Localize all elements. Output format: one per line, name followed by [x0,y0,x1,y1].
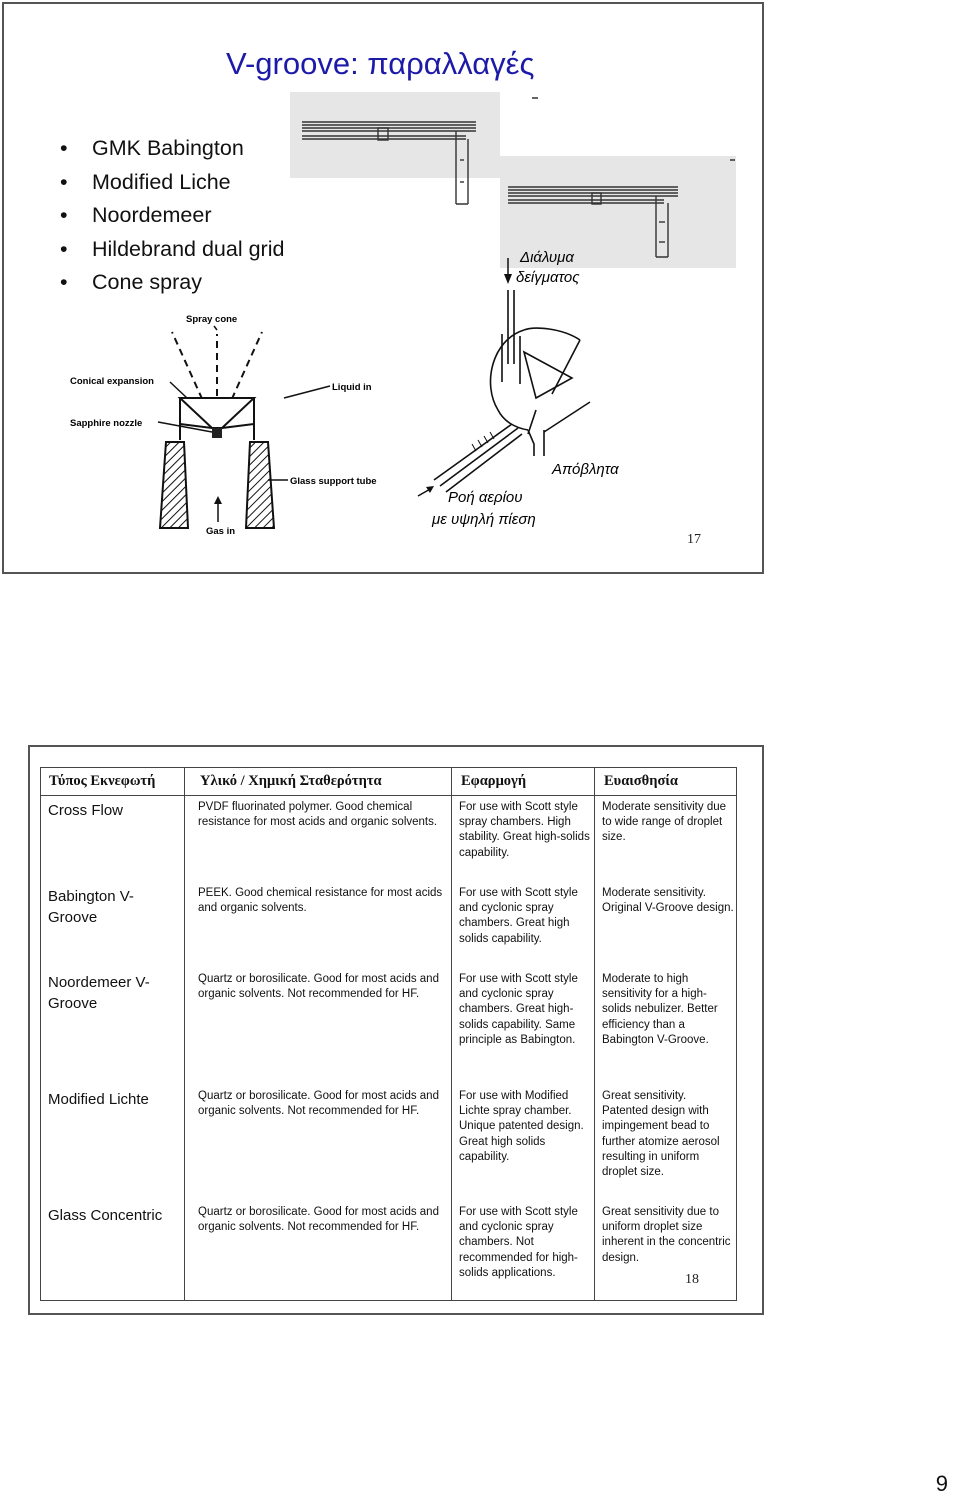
cell-type: Noordemeer V-Groove [48,974,150,1012]
cell-sensitivity: Great sensitivity. Patented design with impingement bead to further atomize aerosol resulting in uniform droplet size. [602,1090,720,1179]
label-conical-expansion: Conical expansion [70,376,154,387]
label-waste: Απόβλητα [552,461,619,478]
slide-number: 18 [685,1272,699,1287]
cell-application: For use with Modified Lichte spray chamber. Unique patented design. Great high solids capability. [459,1090,584,1163]
page-number: 9 [935,1471,948,1496]
cell-sensitivity: Moderate sensitivity. Original V-Groove design. [602,887,734,915]
header-material: Υλικό / Χημική Σταθερότητα [200,773,382,789]
bullet-item: • Modified Liche [60,166,284,200]
cell-type: Modified Lichte [48,1091,149,1108]
cell-application: For use with Scott style and cyclonic spray chambers. Not recommended for high-solids applications. [459,1206,578,1279]
cell-application: For use with Scott style and cyclonic spray chambers. Great high-solids capability. Same principle as Babington. [459,973,578,1046]
nebulizer-comparison-table [40,767,737,1301]
label-sample-line1: Διάλυμα [520,249,574,266]
cell-type: Cross Flow [48,802,124,819]
cell-material: Quartz or borosilicate. Good for most acids and organic solvents. Not recommended for HF. [198,1090,439,1118]
cone-spray-diagram [62,304,397,536]
label-sapphire-nozzle: Sapphire nozzle [70,418,143,429]
slide-number: 17 [687,532,701,547]
cell-application: For use with Scott style and cyclonic spray chambers. Great high solids capability. [459,887,578,945]
header-application: Εφαρμογή [461,773,527,789]
cell-sensitivity: Great sensitivity due to uniform droplet size inherent in the concentric design. [602,1206,731,1264]
slide-17 [2,2,764,574]
cell-type: Glass Concentric [48,1207,163,1224]
label-sample-line2: δείγματος [516,269,580,286]
bullet-list [60,132,284,300]
bullet-item: • Hildebrand dual grid [60,233,284,267]
cell-material: PVDF fluorinated polymer. Good chemical resistance for most acids and organic solvents. [198,801,438,829]
label-gas-line1: Ροή αερίου [448,489,523,506]
label-gas-in: Gas in [206,526,236,536]
header-type: Τύπος Εκνεφωτή [49,773,156,789]
label-glass-support-tube: Glass support tube [290,476,377,487]
v-groove-nebulizer-diagram [412,244,634,534]
cell-material: PEEK. Good chemical resistance for most acids and organic solvents. [198,887,443,915]
label-spray-cone: Spray cone [186,314,238,325]
bullet-item: • Cone spray [60,266,284,300]
cell-material: Quartz or borosilicate. Good for most acids and organic solvents. Not recommended for HF. [198,973,439,1001]
bullet-item: • Noordemeer [60,199,284,233]
slide-title: V-groove: παραλλαγές [226,46,535,81]
bullet-item: • GMK Babington [60,132,284,166]
cell-sensitivity: Moderate sensitivity due to wide range of droplet size. [602,801,727,844]
cell-sensitivity: Moderate to high sensitivity for a high-solids nebulizer. Better efficiency than a Babington V-Groove. [602,973,718,1046]
label-gas-line2: με υψηλή πίεση [432,511,536,528]
label-liquid-in: Liquid in [332,382,372,393]
cell-application: For use with Scott style spray chambers. High stability. Great high-solids capability. [459,801,590,859]
cell-material: Quartz or borosilicate. Good for most acids and organic solvents. Not recommended for HF. [198,1206,439,1234]
cell-type: Babington V-Groove [48,888,134,926]
header-sensitivity: Ευαισθησία [604,773,678,789]
